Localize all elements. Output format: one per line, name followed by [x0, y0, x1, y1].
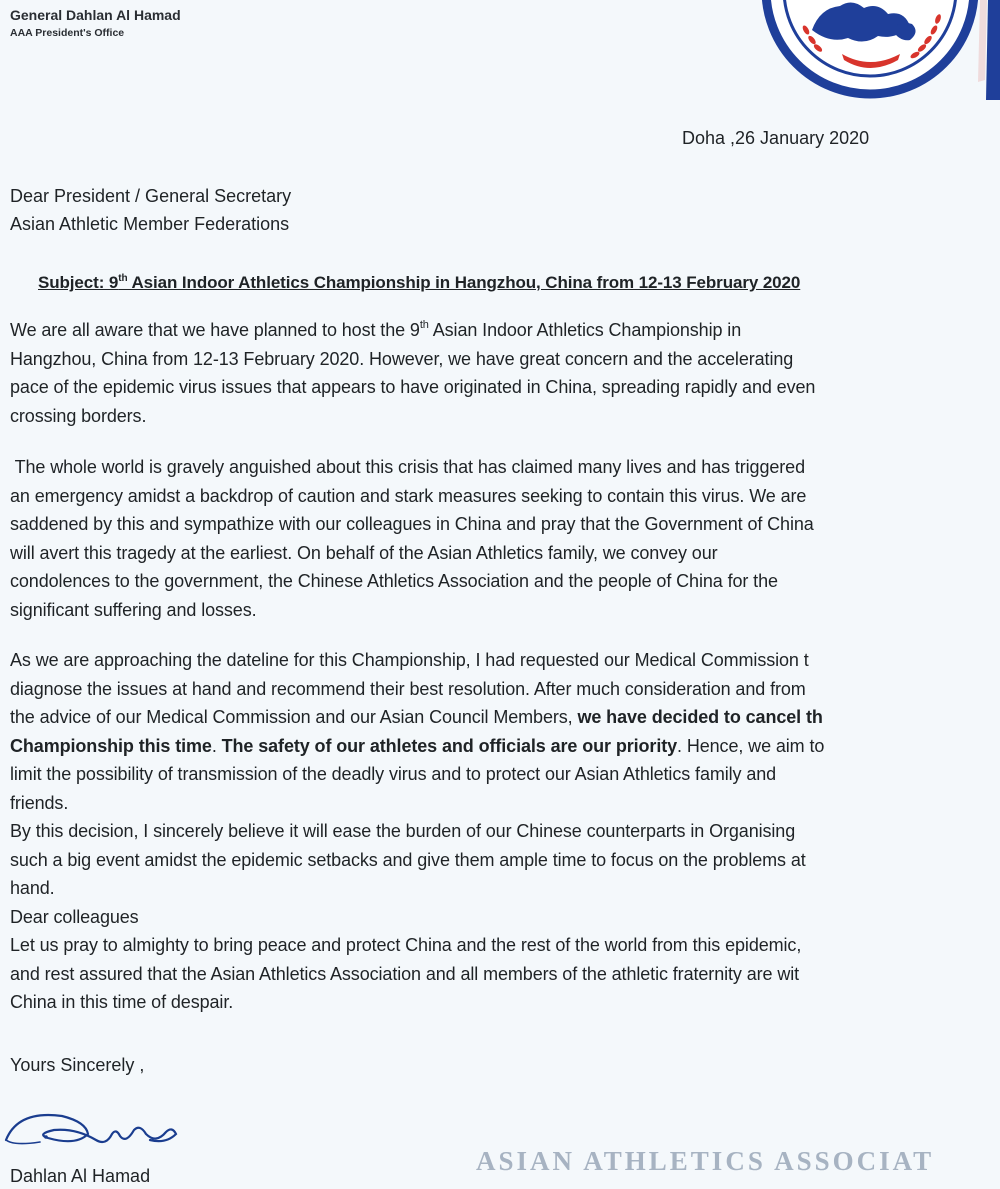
subject-text: Asian Indoor Athletics Championship in Hangzhou, China from 12-13 February 2020 [127, 273, 801, 292]
text-line: saddened by this and sympathize with our colleagues in China and pray that the Government of China [10, 514, 814, 534]
text-line: pace of the epidemic virus issues that appears to have originated in China, spreading rapidly and even [10, 377, 816, 397]
text-span: We are all aware that we have planned to host the 9 [10, 320, 420, 340]
bold-text: The safety of our athletes and officials are our priority [221, 735, 678, 756]
corner-stripe-icon [960, 0, 1000, 100]
superscript: th [419, 319, 429, 331]
addressee-line: Asian Athletic Member Federations [10, 214, 290, 234]
text-line: and rest assured that the Asian Athletics Association and all members of the athletic fraternity are wit [10, 963, 800, 984]
text-line: friends. [10, 792, 69, 813]
text-line: condolences to the government, the Chinese Athletics Association and the people of China for the [10, 571, 778, 591]
asian-athletics-logo-icon [760, 0, 980, 100]
sender-name: General Dahlan Al Hamad [10, 7, 181, 23]
paragraph-3 [10, 646, 824, 1017]
text-line: such a big event amidst the epidemic setbacks and give them ample time to focus on the problems at [10, 849, 806, 870]
text-line: As we are approaching the dateline for this Championship, I had requested our Medical Commission t [10, 650, 809, 670]
text-span: Asian Indoor Athletics Championship in [428, 320, 742, 340]
text-line: Let us pray to almighty to bring peace and protect China and the rest of the world from this epidemic, [10, 935, 802, 955]
subject-line [38, 270, 800, 296]
text-line: By this decision, I sincerely believe it will ease the burden of our Chinese counterparts in Organising [10, 821, 796, 841]
text-span: . Hence, we aim to [677, 735, 825, 756]
bold-text: we have decided to cancel th [577, 707, 823, 727]
subject-superscript: th [118, 273, 128, 284]
text-line: The whole world is gravely anguished about this crisis that has claimed many lives and has triggered [10, 457, 805, 477]
letterhead-sender [10, 6, 181, 41]
signature-icon [0, 1100, 200, 1162]
closing-salutation: Yours Sincerely , [10, 1055, 145, 1075]
text-line [10, 732, 824, 761]
text-line: significant suffering and losses. [10, 599, 257, 620]
text-line: Hangzhou, China from 12-13 February 2020. However, we have great concern and the accelerating [10, 348, 794, 369]
text-line: limit the possibility of transmission of the deadly virus and to protect our Asian Athletics family and [10, 764, 777, 784]
paragraph-1 [10, 316, 815, 430]
addressee-line: Dear President / General Secretary [10, 186, 292, 206]
paragraph-2 [10, 453, 814, 624]
text-line [10, 316, 815, 345]
text-line: will avert this tragedy at the earliest. On behalf of the Asian Athletics family, we convey our [10, 542, 718, 563]
text-line: China in this time of despair. [10, 992, 234, 1012]
subject-text: Subject: 9 [38, 273, 119, 292]
signer-name: Dahlan Al Hamad [10, 1166, 151, 1186]
text-line [10, 703, 824, 732]
text-span: . [211, 735, 222, 756]
text-span: the advice of our Medical Commission and our Asian Council Members, [10, 707, 578, 727]
sender-office: AAA President's Office [10, 27, 125, 39]
addressee-block [10, 182, 291, 238]
bold-text: Championship this time [10, 735, 212, 756]
text-line: crossing borders. [10, 405, 147, 426]
association-watermark: ASIAN ATHLETICS ASSOCIAT [476, 1146, 935, 1176]
text-line: Dear colleagues [10, 906, 139, 927]
letter-date: Doha ,26 January 2020 [682, 128, 870, 148]
text-line: diagnose the issues at hand and recommend their best resolution. After much consideration and from [10, 678, 806, 699]
text-line: an emergency amidst a backdrop of caution and stark measures seeking to contain this virus. We are [10, 485, 807, 506]
text-line: hand. [10, 878, 55, 898]
